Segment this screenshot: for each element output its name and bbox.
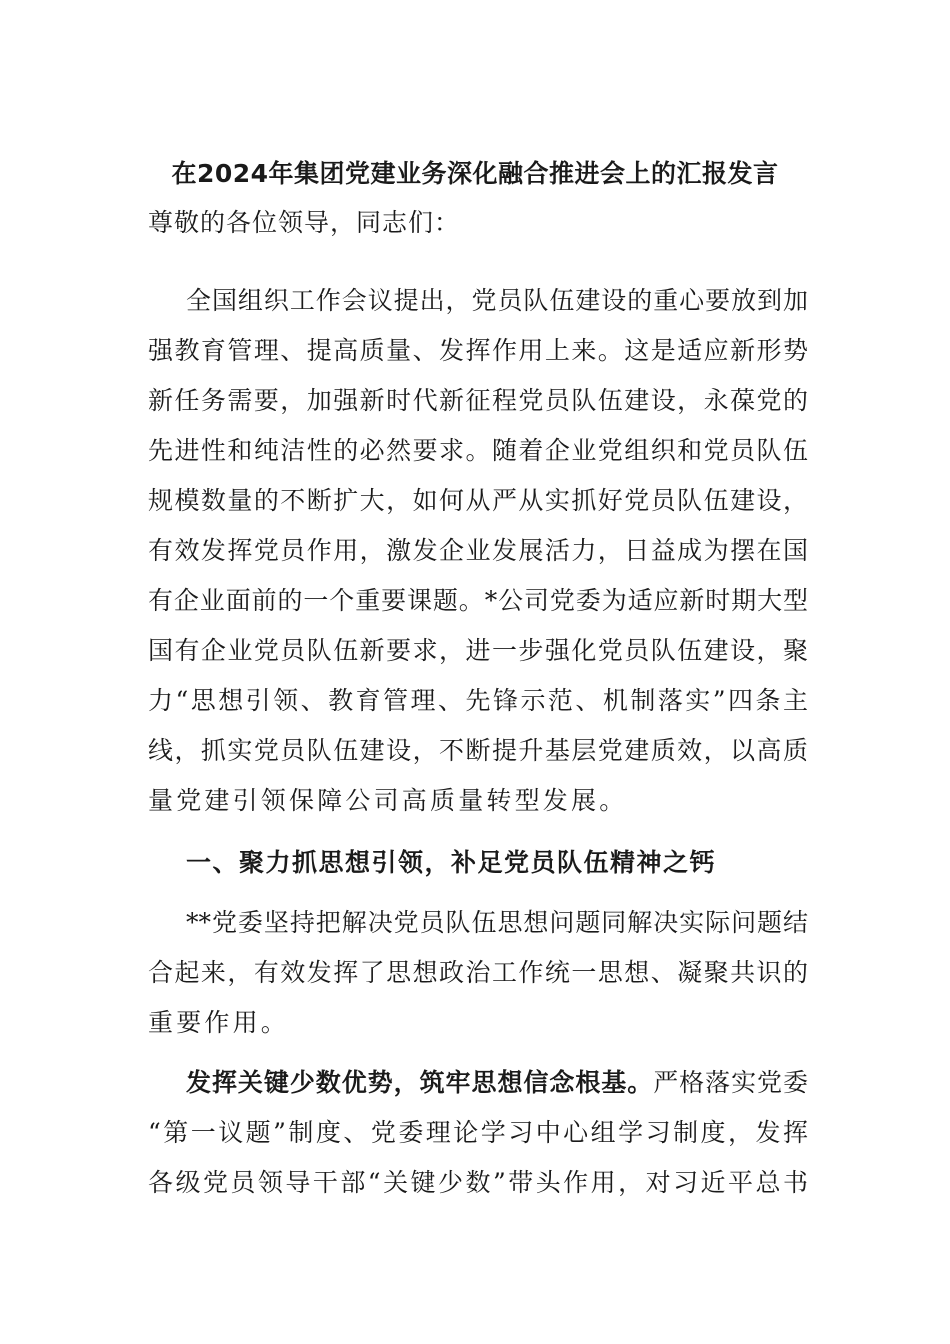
paragraph-key-minority bbox=[148, 1058, 808, 1208]
paragraph-section-intro bbox=[148, 898, 808, 1048]
paragraph-line: 重要作用。 bbox=[148, 1008, 290, 1037]
paragraph-line: **党委坚持把解决党员队伍思想问题同解决实际问题结 bbox=[186, 908, 808, 937]
paragraph-line bbox=[148, 1058, 808, 1108]
paragraph-line: 全国组织工作会议提出，党员队伍建设的重心要放到加 bbox=[186, 286, 808, 315]
paragraph-line: 各级党员领导干部“关键少数”带头作用，对习近平总书 bbox=[148, 1168, 808, 1197]
paragraph-line: 力“思想引领、教育管理、先锋示范、机制落实”四条主 bbox=[148, 686, 808, 715]
document-title: 在2024年集团党建业务深化融合推进会上的汇报发言 bbox=[171, 159, 779, 188]
paragraph-line: 有效发挥党员作用，激发企业发展活力，日益成为摆在国 bbox=[148, 536, 808, 565]
paragraph-line: 量党建引领保障公司高质量转型发展。 bbox=[148, 786, 628, 815]
paragraph-line: 强教育管理、提高质量、发挥作用上来。这是适应新形势 bbox=[148, 336, 808, 365]
paragraph-line: 先进性和纯洁性的必然要求。随着企业党组织和党员队伍 bbox=[148, 436, 808, 465]
paragraph-line: 线，抓实党员队伍建设，不断提升基层党建质效，以高质 bbox=[148, 736, 808, 765]
paragraph-line: “第一议题”制度、党委理论学习中心组学习制度，发挥 bbox=[148, 1118, 808, 1147]
lead-rest: 严格落实党委 bbox=[653, 1068, 808, 1097]
lead-sentence: 发挥关键少数优势，筑牢思想信念根基。 bbox=[186, 1068, 654, 1097]
salutation: 尊敬的各位领导，同志们： bbox=[148, 208, 461, 237]
paragraph-line: 国有企业党员队伍新要求，进一步强化党员队伍建设，聚 bbox=[148, 636, 808, 665]
paragraph-line: 新任务需要，加强新时代新征程党员队伍建设，永葆党的 bbox=[148, 386, 808, 415]
paragraph-line: 合起来，有效发挥了思想政治工作统一思想、凝聚共识的 bbox=[148, 958, 808, 987]
paragraph-line: 有企业面前的一个重要课题。*公司党委为适应新时期大型 bbox=[148, 586, 808, 615]
paragraph-line: 规模数量的不断扩大，如何从严从实抓好党员队伍建设， bbox=[148, 486, 808, 515]
paragraph-intro bbox=[148, 276, 808, 826]
section-heading: 一、聚力抓思想引领，补足党员队伍精神之钙 bbox=[186, 848, 717, 877]
